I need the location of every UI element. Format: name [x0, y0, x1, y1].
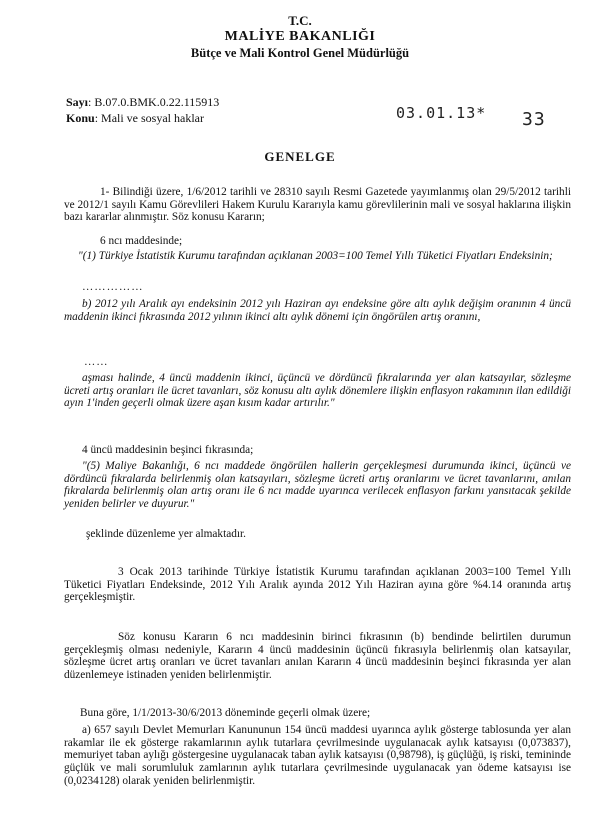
paragraph-10: Söz konusu Kararın 6 ncı maddesinin birinci fıkrasının (b) bendinde belirtilen durumun gerçekleşmiş olması nedeniyle, Kararın 4 üncü maddesinin üçüncü fıkrasıyla belirlenmiş olan katsayılar, sözleşme ücret artış oranları ve ücret tavanları anılan Kararın 4 üncü maddesinin beşinci fıkrasında yer alan düzenlemeye istinaden yeniden belirlenmiştir.	[64, 631, 571, 681]
paragraph-5: aşması halinde, 4 üncü maddenin ikinci, üçüncü ve dördüncü fıkralarında yer alan katsayılar, sözleşme ücreti artış oranları ile ücret tavanları, söz konusu altı aylık dönemlere ilişkin enflasyon rakamının ilan edildiği ayın 1'inden geçerli olmak üzere aşan kısım kadar artırılır."	[64, 372, 571, 410]
konu-label: Konu	[66, 111, 95, 125]
reference-sayi	[66, 96, 219, 109]
paragraph-11: Buna göre, 1/1/2013-30/6/2013 döneminde geçerli olmak üzere;	[80, 707, 371, 719]
paragraph-2: 6 ncı maddesinde;	[100, 235, 183, 247]
paragraph-8: şeklinde düzenleme yer almaktadır.	[86, 528, 246, 540]
sayi-label: Sayı	[66, 95, 89, 109]
ellipsis-1: ……………	[82, 281, 144, 293]
reference-konu	[66, 112, 204, 125]
paragraph-3: "(1) Türkiye İstatistik Kurumu tarafından açıklanan 2003=100 Temel Yıllı Tüketici Fiyatları Endeksinin;	[78, 250, 553, 262]
paragraph-7: "(5) Maliye Bakanlığı, 6 ncı maddede öngörülen hallerin gerçekleşmesi durumunda ikinci, üçüncü ve dördüncü fıkralarda belirlenmiş olan katsayıları, sözleşme ücreti artış oranlarını ve ücret tavanlarını, anılan fıkralarda belirlenmiş olan artış oranı ile 6 ncı madde uyarınca verilecek enflasyon farkını yansıtacak şekilde yeniden belirler ve duyurur."	[64, 460, 571, 510]
page-title: GENELGE	[264, 149, 336, 164]
konu-value: : Mali ve sosyal haklar	[94, 111, 204, 125]
ellipsis-2: ……	[84, 356, 109, 368]
handwritten-number: 33	[522, 109, 546, 130]
paragraph-12: a) 657 sayılı Devlet Memurları Kanununun 154 üncü maddesi uyarınca aylık gösterge tablosunda yer alan rakamlar ile ek gösterge rakamlarının aylık tutarlara çevrilmesinde uygulanacak aylık katsayısı (0,073837), memuriyet taban aylığı göstergesine uygulanacak taban aylık katsayısı (0,98798), iş güçlüğü, iş riski, temininde güçlük ve mali sorumluluk zamlarının aylık tutarlara çevrilmesinde uygulanacak yan ödeme katsayısı ise (0,0234128) olarak yeniden belirlenmiştir.	[64, 724, 571, 787]
header-tc: T.C.	[288, 13, 312, 28]
paragraph-1: 1- Bilindiği üzere, 1/6/2012 tarihli ve 28310 sayılı Resmi Gazetede yayımlanmış olan 29/5/2012 tarihli ve 2012/1 sayılı Kamu Görevlileri Hakem Kurulu Kararıyla kamu görevlilerinin mali ve sosyal haklarına ilişkin bazı kararlar alınmıştır. Söz konusu Kararın;	[64, 186, 571, 224]
header-directorate: Bütçe ve Mali Kontrol Genel Müdürlüğü	[190, 46, 410, 60]
sayi-value: : B.07.0.BMK.0.22.115913	[88, 95, 220, 109]
paragraph-9: 3 Ocak 2013 tarihinde Türkiye İstatistik Kurumu tarafından açıklanan 2003=100 Temel Yıllı Tüketici Fiyatları Endeksinde, 2012 Yılı Aralık ayında 2012 Yılı Haziran ayına göre %4.14 oranında artış gerçekleşmiştir.	[64, 566, 571, 604]
handwritten-date: 03.01.13*	[396, 104, 487, 122]
paragraph-6: 4 üncü maddesinin beşinci fıkrasında;	[82, 444, 254, 456]
header-ministry: MALİYE BAKANLIĞI	[224, 29, 376, 44]
paragraph-4: b) 2012 yılı Aralık ayı endeksinin 2012 yılı Haziran ayı endeksine göre altı aylık değişim oranının 4 üncü maddenin ikinci fıkrasında 2012 yılının ikinci altı aylık dönemi için öngörülen artış oranını,	[64, 298, 571, 323]
